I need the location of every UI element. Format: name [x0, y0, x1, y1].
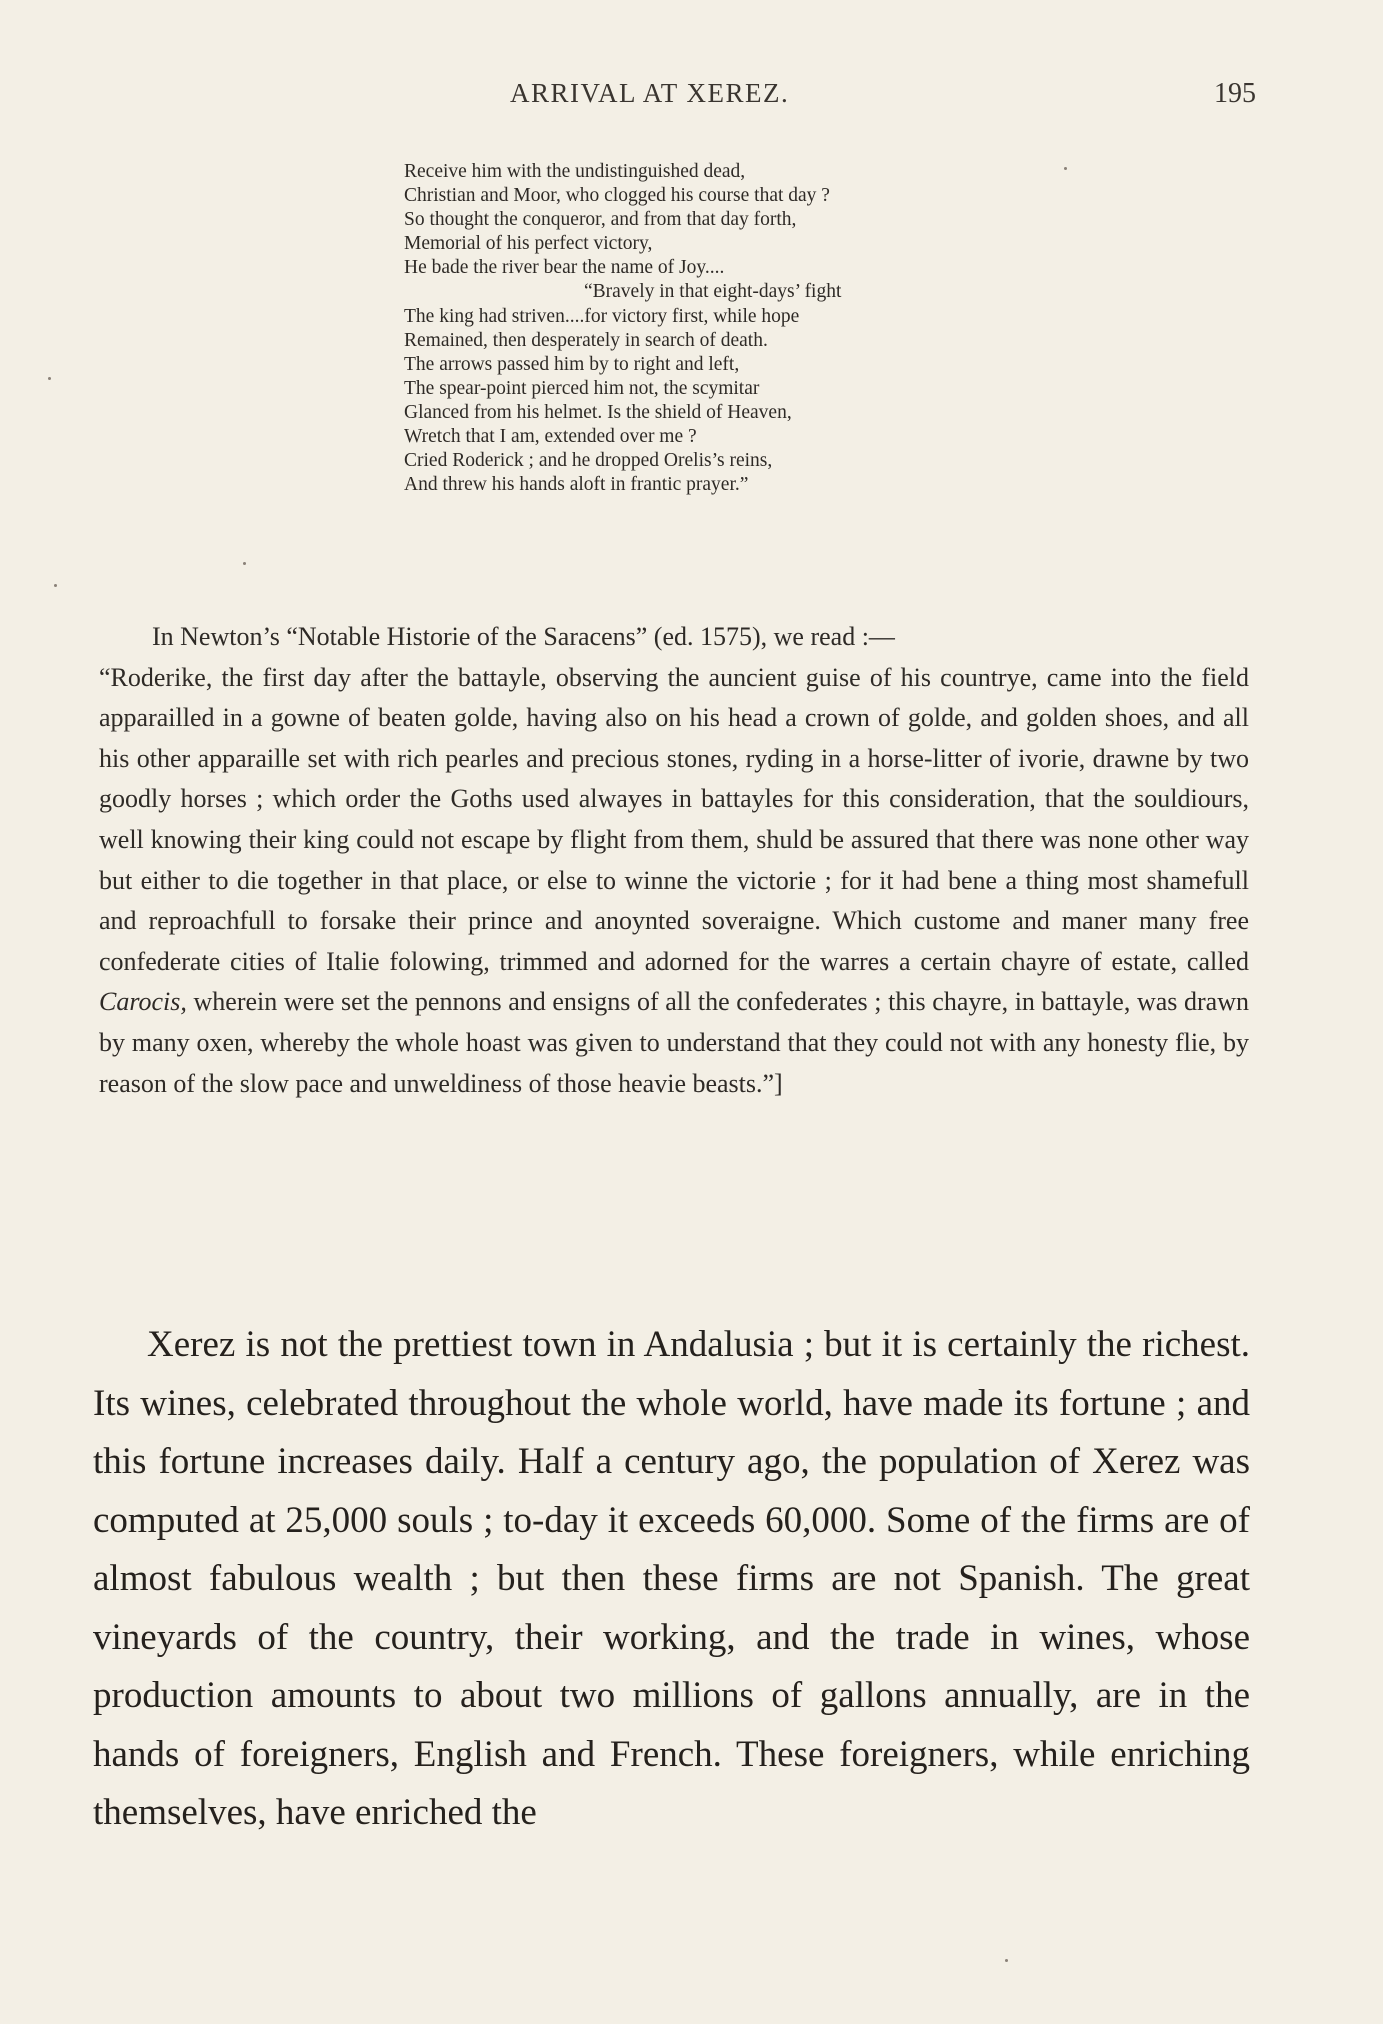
footnote-block	[99, 617, 1249, 1104]
poem-line: Memorial of his perfect victory,	[404, 233, 653, 255]
footnote-quote	[99, 658, 1249, 1105]
poem-line: Glanced from his helmet. Is the shield of Heaven,	[404, 401, 792, 423]
poem-line: Wretch that I am, extended over me ?	[404, 426, 697, 448]
footnote-quote-text-end: wherein were set the pennons and ensigns of all the confederates ; this chayre, in battayle, was drawn by many oxen, whereby the whole hoast was given to understand that they could not with any honesty flie, by reason of the slow pace and unweldiness of those heavie beasts.”]	[99, 987, 1249, 1098]
print-speck	[1005, 1959, 1008, 1962]
print-speck	[48, 377, 51, 380]
page-number: 195	[1214, 78, 1256, 109]
poem-excerpt	[404, 160, 1104, 497]
poem-line: Receive him with the undistinguished dead,	[404, 161, 746, 182]
poem-line: Christian and Moor, who clogged his course that day ?	[404, 185, 830, 207]
main-text	[93, 1316, 1250, 1843]
poem-line: “Bravely in that eight-days’ fight	[584, 281, 842, 303]
footnote-quote-text: “Roderike, the first day after the battayle, observing the auncient guise of his countrye, came into the field apparailled in a gowne of beaten golde, having also on his head a crown of golde, and golden shoes, and all his other apparaille set with rich pearles and precious stones, ryding in a horse-litter of ivorie, drawne by two goodly horses ; which order the Goths used alwayes in battayles for this consideration, that the souldiours, well knowing their king could not escape by flight from them, shuld be assured that there was none other way but either to die together in that place, or else to winne the victorie ; for it had bene a thing most shamefull and reproachfull to forsake their prince and anoynted soveraigne. Which custome and maner many free confederate cities of Italie folowing, trimmed and adorned for the warres a certain chayre of estate, called	[99, 662, 1249, 976]
poem-line: The spear-point pierced him not, the scymitar	[404, 377, 760, 399]
poem-line: So thought the conqueror, and from that day forth,	[404, 209, 797, 231]
print-speck	[243, 562, 246, 565]
poem-line: Cried Roderick ; and he dropped Orelis’s reins,	[404, 450, 773, 472]
running-head	[0, 78, 1383, 118]
footnote-intro: In Newton’s “Notable Historie of the Saracens” (ed. 1575), we read :—	[152, 622, 895, 651]
running-title: ARRIVAL AT XEREZ.	[510, 78, 790, 108]
poem-line: Remained, then desperately in search of death.	[404, 329, 768, 351]
poem-line: The arrows passed him by to right and left,	[404, 353, 740, 375]
body-paragraph: Xerez is not the prettiest town in Andalusia ; but it is certainly the richest. Its wines, celebrated throughout the whole world, have made its fortune ; and this fortune increases daily. Half a century ago, the population of Xerez was computed at 25,000 souls ; to-day it exceeds 60,000. Some of the firms are of almost fabulous wealth ; but then these firms are not Spanish. The great vineyards of the country, their working, and the trade in wines, whose production amounts to about two millions of gallons annually, are in the hands of foreigners, English and French. These foreigners, while enriching themselves, have enriched the	[93, 1324, 1250, 1833]
print-speck	[54, 584, 57, 587]
poem-line: He bade the river bear the name of Joy....	[404, 257, 725, 279]
poem-line: The king had striven....for victory first, while hope	[404, 305, 800, 327]
footnote-quote-italic: Carocis,	[99, 987, 187, 1017]
poem-line: And threw his hands aloft in frantic prayer.”	[404, 474, 749, 496]
print-speck	[1064, 167, 1067, 170]
